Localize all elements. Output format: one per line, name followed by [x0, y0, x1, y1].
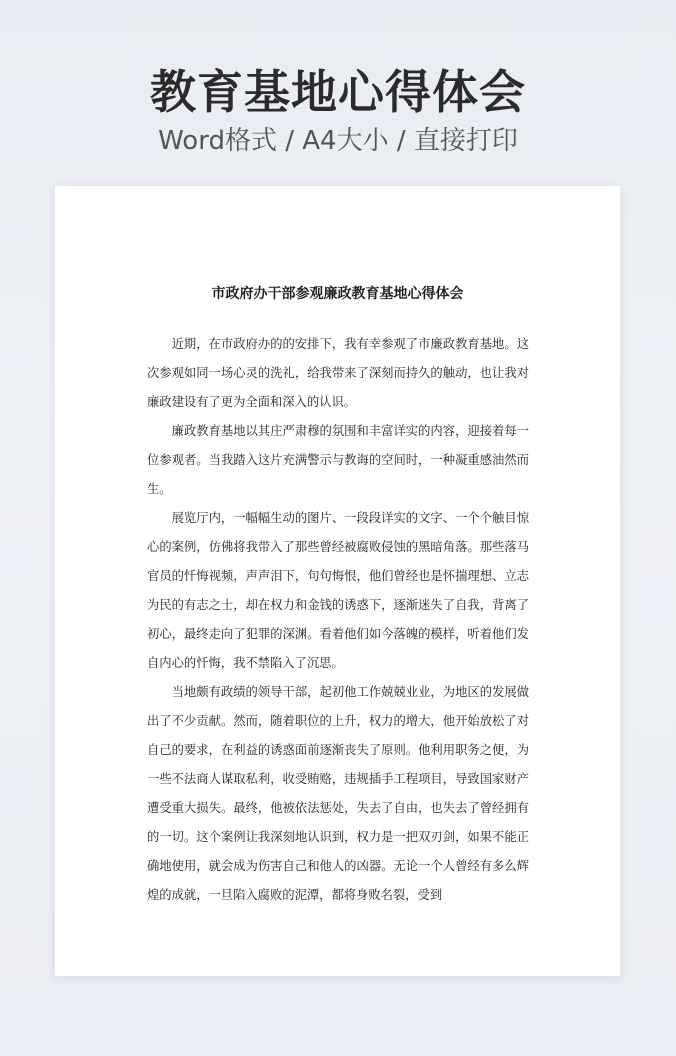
document-body [147, 330, 529, 910]
document-paragraph: 近期，在市政府办的的安排下，我有幸参观了市廉政教育基地。这次参观如同一场心灵的洗礼，给我带来了深刻而持久的触动，也让我对廉政建设有了更为全面和深入的认识。 [147, 337, 529, 409]
document-paragraph: 廉政教育基地以其庄严肃穆的氛围和丰富详实的内容，迎接着每一位参观者。当我踏入这片充满警示与教诲的空间时，一种凝重感油然而生。 [147, 424, 529, 496]
page-title: 教育基地心得体会 [150, 65, 526, 119]
page-header [0, 62, 676, 158]
document-paragraph: 当地颇有政绩的领导干部，起初他工作兢兢业业，为地区的发展做出了不少贡献。然而，随着职位的上升，权力的增大，他开始放松了对自己的要求，在利益的诱惑面前逐渐丧失了原则。他利用职务之便，为一些不法商人谋取私利，收受贿赂，违规插手工程项目，导致国家财产遭受重大损失。最终，他被依法惩处，失去了自由，也失去了曾经拥有的一切。这个案例让我深刻地认识到，权力是一把双刃剑，如果不能正确地使用，就会成为伤害自己和他人的凶器。无论一个人曾经有多么辉煌的成就，一旦陷入腐败的泥潭，都将身败名裂，受到 [147, 685, 529, 902]
page-subtitle: Word格式 / A4大小 / 直接打印 [158, 126, 518, 156]
document-title: 市政府办干部参观廉政教育基地心得体会 [211, 286, 464, 302]
document-paragraph: 展览厅内，一幅幅生动的图片、一段段详实的文字、一个个触目惊心的案例，仿佛将我带入了那些曾经被腐败侵蚀的黑暗角落。那些落马官员的忏悔视频，声声泪下，句句悔恨，他们曾经也是怀揣理想、立志为民的有志之士，却在权力和金钱的诱惑下，逐渐迷失了自我，背离了初心，最终走向了犯罪的深渊。看着他们如今落魄的模样，听着他们发自内心的忏悔，我不禁陷入了沉思。 [147, 511, 529, 670]
document-page [55, 186, 620, 976]
